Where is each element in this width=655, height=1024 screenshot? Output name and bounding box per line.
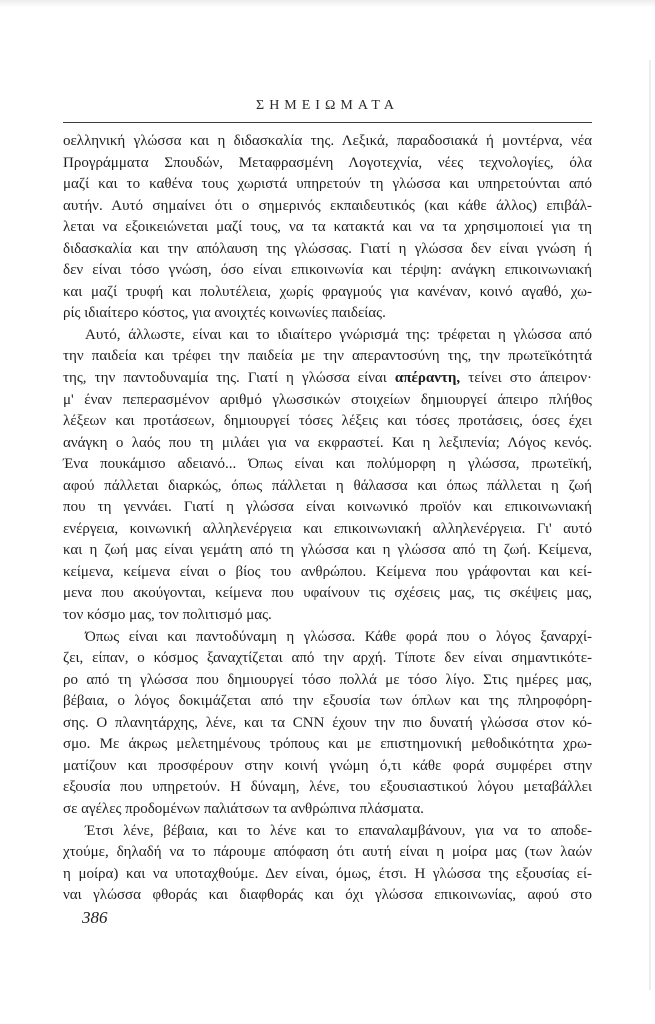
text-line: χτούμε, δηλαδή να το πάρουμε απόφαση ότι αυτή είναι η μοίρα μας (των λαών <box>63 844 592 861</box>
text-line: οελληνική γλώσσα και η διδασκαλία της. Λεξικά, παραδοσιακά ή μοντέρνα, νέα <box>63 133 592 149</box>
text-line: ρο από τη γλώσσα που δημιουργεί τόσο πολλά με τόσο λίγο. Στις ημέρες μας, <box>63 671 592 688</box>
text-line: δεν είναι τόσο γνώση, όσο είναι επικοινωνία και τέρψη: ανάγκη επικοινωνιακή <box>63 262 592 279</box>
scan-edge-top <box>0 0 655 7</box>
text-line: Προγράμματα Σπουδών, Μεταφρασμένη Λογοτεχνία, νέες τεχνολογίες, όλα <box>63 154 592 171</box>
text-line: ρίς ιδιαίτερο κόστος, για ανοιχτές κοινωνίες παιδείας. <box>63 305 386 322</box>
text-line: ματίζουν και προσφέρουν στην κοινή γνώμη ό,τι κάθε φορά συμφέρει στην <box>63 757 592 774</box>
text-line: ενέργεια, κοινωνική αλληλενέργεια και επικοινωνιακή αλληλενέργεια. Γι' αυτό <box>63 520 592 537</box>
text-line: μαζί και το καθένα τους χωριστά υπηρετούν τη γλώσσα και υπηρετούνται από <box>63 176 592 193</box>
text-line: ναι γλώσσα φθοράς και διαφθοράς και όχι γλώσσα επικοινωνίας, αφού στο <box>63 887 592 904</box>
text-line: Ένα πουκάμισο αδειανό... Όπως είναι και πολύμορφη η γλώσσα, πρωτεϊκή, <box>63 456 592 473</box>
text-line: σης. Ο πλανητάρχης, λένε, και τα CNN έχουν την πιο δυνατή γλώσσα στον κό- <box>63 714 592 731</box>
body-text <box>63 131 592 907</box>
text-line: την παιδεία και τρέφει την παιδεία με την απεραντοσύνη της, την πρωτεϊκότητά <box>63 348 592 365</box>
text-line: που τη γεννάει. Γιατί η γλώσσα είναι κοινωνικό προϊόν και επικοινωνιακή <box>63 499 592 516</box>
text-line: σε αγέλες προδομένων παλιάτσων τα ανθρώπινα πλάσματα. <box>63 800 424 817</box>
text-line: μενα που ακούγονται, κείμενα που υφαίνουν τις σχέσεις μας, τις σκέψεις μας, <box>63 585 592 602</box>
header-rule <box>63 122 592 123</box>
text-line: αφού πάλλεται διαρκώς, όπως πάλλεται η θάλασσα και όπως πάλλεται η ζωή <box>63 477 592 494</box>
text-line: τον κόσμο μας, τον πολιτισμό μας. <box>63 607 272 624</box>
text-line: Αυτό, άλλωστε, είναι και το ιδιαίτερο γνώρισμά της: τρέφεται η γλώσσα από <box>85 326 592 343</box>
text-line: βέβαια, ο λόγος δοκιμάζεται από την εξουσία των όπλων και της πληροφόρη- <box>63 693 592 710</box>
page-number: 386 <box>82 908 108 927</box>
text-line: και η ζωή μας είναι γεμάτη από τη γλώσσα και η γλώσσα από τη ζωή. Κείμενα, <box>63 542 592 559</box>
text-line: μ' έναν πεπερασμένον αριθμό γλωσσικών στοιχείων δημιουργεί άπειρο πλήθος <box>63 391 592 408</box>
text-line: της, την παντοδυναμία της. Γιατί η γλώσσα είναι απέραντη, τείνει στο άπειρον· <box>63 370 592 387</box>
page-header-title: ΣΗΜΕΙΩΜΑΤΑ <box>256 98 399 113</box>
text-line: Όπως είναι και παντοδύναμη η γλώσσα. Κάθε φορά που ο λόγος ξαναρχί- <box>85 628 592 645</box>
text-line: λέξεων και προτάσεων, δημιουργεί τόσες λέξεις και τόσες προτάσεις, όσες έχει <box>63 413 592 430</box>
text-line: ζει, είπαν, ο κόσμος ξαναχτίζεται από την αρχή. Τίποτε δεν είναι σημαντικότε- <box>63 650 592 667</box>
bold-text: απέραντη, <box>394 370 461 387</box>
text-line: ανάγκη ο λαός που τη μιλάει για να εκφραστεί. Και η λεξιπενία; Λόγος κενός. <box>63 434 592 451</box>
text-line: η μοίρα) και να υποταχθούμε. Δεν είναι, όμως, έτσι. Η γλώσσα της εξουσίας εί- <box>63 865 592 882</box>
text-line: κείμενα, κείμενα είναι ο βίος του ανθρώπου. Κείμενα που γράφονται και κεί- <box>63 563 592 580</box>
text-line: Έτσι λένε, βέβαια, και το λένε και το επαναλαμβάνουν, για να το αποδε- <box>85 822 592 839</box>
text-line: διδασκαλία και την απόλαυση της γλώσσας. Γιατί η γλώσσα δεν είναι γνώση ή <box>63 240 592 257</box>
text-line: εξουσία που υπηρετούν. Η δύναμη, λένε, του εξουσιαστικού λόγου μεταβάλλει <box>63 779 592 796</box>
text-line: αυτήν. Αυτό σημαίνει ότι ο σημερινός εκπαιδευτικός (και κάθε άλλος) επιβάλ- <box>63 197 592 214</box>
scan-edge-right <box>649 60 651 990</box>
text-line: σμο. Με άκρως μελετημένους τρόπους και με επιστημονική μεθοδικότητα χρω- <box>63 736 592 753</box>
text-line: και μαζί τρυφή και πολυτέλεια, χωρίς φραγμούς για κανέναν, κοινό αγαθό, χω- <box>63 283 592 300</box>
text-line: λεται να εξοικειώνεται μαζί τους, να τα κατακτά και να τα χρησιμοποιεί για τη <box>63 219 592 236</box>
